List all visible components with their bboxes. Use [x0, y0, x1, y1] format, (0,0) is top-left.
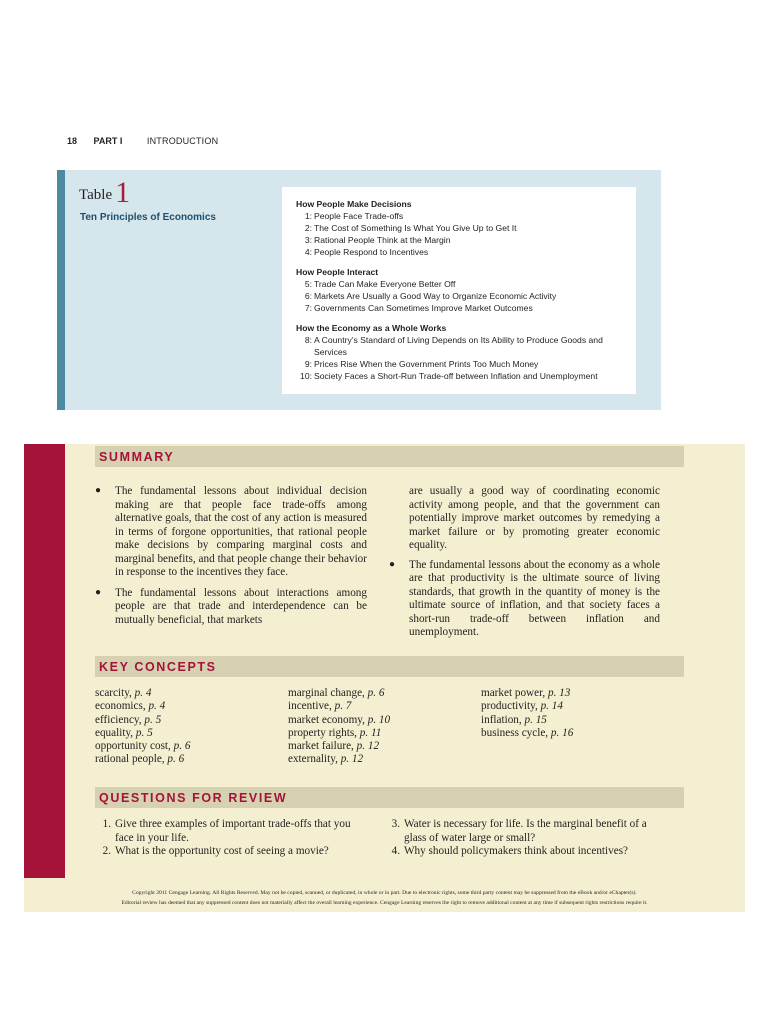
review-question: 1. Give three examples of important trade-offs that you face in your life. — [102, 818, 351, 844]
accent-sidebar — [24, 444, 65, 878]
part-label: PART I — [93, 136, 123, 146]
table-1-box — [57, 170, 661, 410]
review-question: 3. Water is necessary for life. Is the marginal benefit of a glass of water large or small? — [391, 818, 647, 844]
key-concepts-band — [95, 656, 684, 677]
running-header — [67, 136, 218, 146]
key-concept: equality, p. 5 — [95, 726, 153, 739]
key-concept: efficiency, p. 5 — [95, 713, 162, 726]
principle-item: 3: Rational People Think at the Margin — [304, 235, 451, 245]
principle-item: 6: Markets Are Usually a Good Way to Organize Economic Activity — [304, 291, 557, 301]
copyright-notice — [24, 889, 745, 908]
principle-item: 8: A Country’s Standard of Living Depends on Its Ability to Produce Goods and Services — [304, 335, 603, 357]
key-concept: externality, p. 12 — [288, 753, 364, 766]
page-number: 18 — [67, 136, 78, 146]
principle-item: 9: Prices Rise When the Government Prints Too Much Money — [304, 359, 539, 369]
key-concept: scarcity, p. 4 — [95, 687, 152, 699]
bullet-dot: ● — [95, 485, 102, 496]
table-word: Table — [79, 187, 113, 203]
principle-item: 2: The Cost of Something Is What You Give Up to Get It — [304, 223, 517, 233]
key-concept: economics, p. 4 — [95, 700, 166, 713]
summary-bullet: ● The fundamental lessons about the economy as a whole are that productivity is the ultimate source of living standards, that growth in the quantity of money is the ultimate source of inflation, and that society faces a short-run trade-off between inflation and unemployment. — [389, 558, 660, 638]
key-concept: opportunity cost, p. 6 — [95, 740, 191, 753]
principles-panel — [282, 187, 636, 394]
copyright-line-2: Editorial review has deemed that any suppressed content does not materially affect the overall learning experience. Cengage Learning reserves the right to remove additional content at any time if subsequent rights restrictions require it. — [121, 899, 648, 906]
group-heading: How People Interact — [296, 267, 379, 277]
questions-band — [95, 787, 684, 808]
table-number: 1 — [115, 176, 131, 209]
key-concept: inflation, p. 15 — [481, 713, 547, 726]
table-accent-stripe — [57, 170, 65, 410]
key-concepts-column-3 — [481, 687, 573, 740]
key-concept: business cycle, p. 16 — [481, 726, 574, 739]
key-concept: market power, p. 13 — [481, 687, 571, 699]
principle-item: 5: Trade Can Make Everyone Better Off — [304, 279, 456, 289]
key-concept: market failure, p. 12 — [288, 740, 380, 753]
bullet-dot: ● — [95, 586, 102, 598]
summary-heading: SUMMARY — [99, 450, 175, 464]
table-label — [79, 176, 130, 210]
table-caption: Ten Principles of Economics — [80, 212, 216, 223]
principle-item: 7: Governments Can Sometimes Improve Market Outcomes — [304, 303, 533, 313]
questions-left-column — [89, 818, 369, 859]
summary-bullet: ● The fundamental lessons about individual decision making are that people face trade-offs among alternative goals, that the cost of any action is measured in terms of forgone opportunities, that rational people make decisions by comparing marginal costs and marginal benefits, and that people change their behavior in response to the incentives they face. — [95, 485, 367, 578]
summary-right-column — [389, 485, 660, 640]
review-question: 2. What is the opportunity cost of seeing a movie? — [102, 845, 329, 857]
summary-band — [95, 446, 684, 467]
principles-group-economy — [296, 322, 626, 382]
section-label: INTRODUCTION — [146, 136, 219, 146]
key-concept: incentive, p. 7 — [288, 700, 352, 713]
key-concepts-column-2 — [288, 687, 390, 767]
group-heading: How People Make Decisions — [296, 199, 412, 209]
summary-bullet: ● The fundamental lessons about interactions among people are that trade and interdependence can be mutually beneficial, that markets — [95, 586, 367, 626]
summary-left-column — [95, 485, 367, 627]
key-concepts-heading: KEY CONCEPTS — [99, 660, 217, 674]
key-concept: market economy, p. 10 — [288, 713, 391, 726]
questions-heading: QUESTIONS FOR REVIEW — [99, 791, 288, 805]
principle-item: 4: People Respond to Incentives — [304, 247, 429, 257]
review-question: 4. Why should policymakers think about incentives? — [391, 845, 629, 857]
key-concepts-column-1 — [95, 687, 190, 767]
key-concept: productivity, p. 14 — [481, 700, 563, 713]
principles-group-decisions — [296, 198, 626, 258]
key-concept: rational people, p. 6 — [95, 753, 185, 766]
principle-item: 1: People Face Trade-offs — [304, 211, 404, 221]
principles-group-interact — [296, 266, 626, 314]
key-concept: marginal change, p. 6 — [288, 687, 385, 699]
key-concept: property rights, p. 11 — [288, 726, 382, 739]
bullet-dot: ● — [389, 558, 396, 570]
principle-item: 10: Society Faces a Short-Run Trade-off between Inflation and Unemployment — [300, 371, 598, 381]
questions-right-column — [378, 818, 662, 859]
copyright-line-1: Copyright 2011 Cengage Learning. All Rights Reserved. May not be copied, scanned, or duplicated, in whole or in part. Due to electronic rights, some third party content may be suppressed from the eBook and/or eChapter(s). — [132, 890, 637, 896]
summary-bullet-continued: are usually a good way of coordinating economic activity among people, and that the government can potentially improve market outcomes by remedying a market failure or by promoting greater economic equality. — [409, 485, 660, 551]
group-heading: How the Economy as a Whole Works — [296, 323, 447, 333]
